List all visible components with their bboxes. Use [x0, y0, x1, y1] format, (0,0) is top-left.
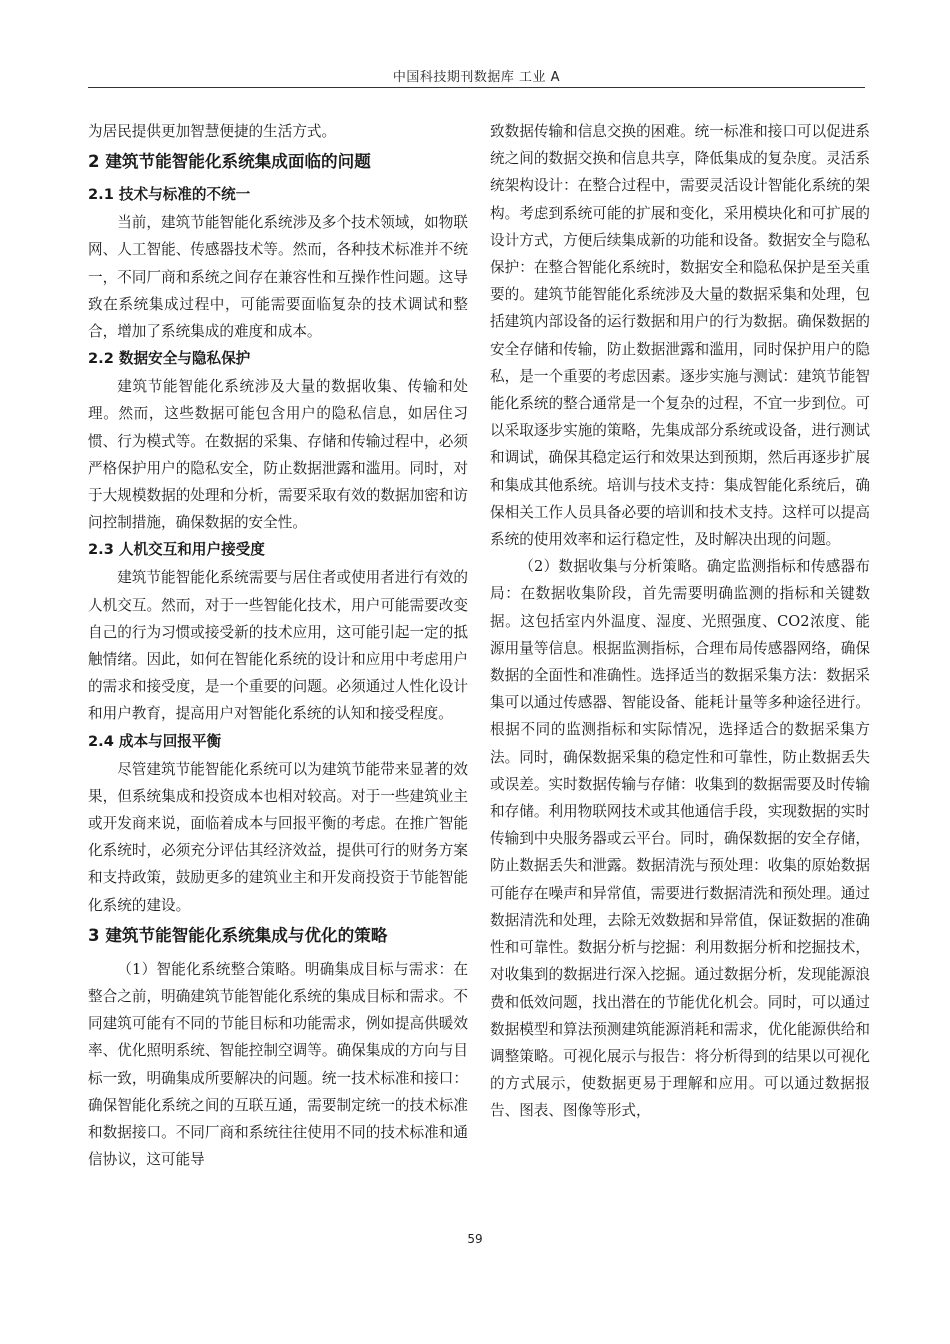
paragraph-2-4: 尽管建筑节能智能化系统可以为建筑节能带来显著的效果，但系统集成和投资成本也相对较高。对于一些建筑业主或开发商来说，面临着成本与回报平衡的考虑。在推广智能化系统时，必须充分评估其经济效益，提供可行的财务方案和支持政策，鼓励更多的建筑业主和开发商投资于节能智能化系统的建设。	[88, 760, 468, 914]
left-column	[88, 118, 468, 1174]
right-column	[490, 118, 870, 1125]
subsection-heading-2-3: 2.3 人机交互和用户接受度	[88, 541, 265, 559]
paragraph-2-2: 建筑节能智能化系统涉及大量的数据收集、传输和处理。然而，这些数据可能包含用户的隐私信息，如居住习惯、行为模式等。在数据的采集、存储和传输过程中，必须严格保护用户的隐私安全，防止数据泄露和滥用。同时，对于大规模数据的处理和分析，需要采取有效的数据加密和访问控制措施，确保数据的安全性。	[88, 378, 468, 532]
running-header: 中国科技期刊数据库 工业 A	[392, 70, 561, 85]
subsection-heading-2-4: 2.4 成本与回报平衡	[88, 732, 222, 750]
paragraph-3-1: （1）智能化系统整合策略。明确集成目标与需求：在整合之前，明确建筑节能智能化系统的集成目标和需求。不同建筑可能有不同的节能目标和功能需求，例如提高供暖效率、优化照明系统、智能控制空调等。确保集成的方向与目标一致，明确集成所要解决的问题。统一技术标准和接口：确保智能化系统之间的互联互通，需要制定统一的技术标准和数据接口。不同厂商和系统往往使用不同的技术标准和通信协议，这可能导	[88, 960, 468, 1169]
page-number: 59	[467, 1232, 483, 1246]
paragraph-2-3: 建筑节能智能化系统需要与居住者或使用者进行有效的人机交互。然而，对于一些智能化技术，用户可能需要改变自己的行为习惯或接受新的技术应用，这可能引起一定的抵触情绪。因此，如何在智能化系统的设计和应用中考虑用户的需求和接受度，是一个重要的问题。必须通过人性化设计和用户教育，提高用户对智能化系统的认知和接受程度。	[88, 569, 468, 723]
section-heading-3: 3 建筑节能智能化系统集成与优化的策略	[88, 925, 388, 945]
subsection-heading-2-2: 2.2 数据安全与隐私保护	[88, 350, 251, 368]
paragraph-continued: 为居民提供更加智慧便捷的生活方式。	[88, 123, 337, 140]
paragraph-3-2: （2）数据收集与分析策略。确定监测指标和传感器布局：在数据收集阶段，首先需要明确监测的指标和关键数据。这包括室内外温度、湿度、光照强度、CO2浓度、能源用量等信息。根据监测指标，合理布局传感器网络，确保数据的全面性和准确性。选择适当的数据采集方法：数据采集可以通过传感器、智能设备、能耗计量等多种途径进行。根据不同的监测指标和实际情况，选择适合的数据采集方法。同时，确保数据采集的稳定性和可靠性，防止数据丢失或误差。实时数据传输与存储：收集到的数据需要及时传输和存储。利用物联网技术或其他通信手段，实现数据的实时传输到中央服务器或云平台。同时，确保数据的安全存储，防止数据丢失和泄露。数据清洗与预处理：收集的原始数据可能存在噪声和异常值，需要进行数据清洗和预处理。通过数据清洗和处理，去除无效数据和异常值，保证数据的准确性和可靠性。数据分析与挖掘：利用数据分析和挖掘技术，对收集到的数据进行深入挖掘。通过数据分析，发现能源浪费和低效问题，找出潜在的节能优化机会。同时，可以通过数据模型和算法预测建筑能源消耗和需求，优化能源供给和调整策略。可视化展示与报告：将分析得到的结果以可视化的方式展示，使数据更易于理解和应用。可以通过数据报告、图表、图像等形式，	[490, 558, 870, 1120]
subsection-heading-2-1: 2.1 技术与标准的不统一	[88, 186, 251, 204]
section-heading-2: 2 建筑节能智能化系统集成面临的问题	[88, 152, 371, 172]
paragraph-3-1-continued: 致数据传输和信息交换的困难。统一标准和接口可以促进系统之间的数据交换和信息共享，降低集成的复杂度。灵活系统架构设计：在整合过程中，需要灵活设计智能化系统的架构。考虑到系统可能的扩展和变化，采用模块化和可扩展的设计方式，方便后续集成新的功能和设备。数据安全与隐私保护：在整合智能化系统时，数据安全和隐私保护是至关重要的。建筑节能智能化系统涉及大量的数据采集和处理，包括建筑内部设备的运行数据和用户的行为数据。确保数据的安全存储和传输，防止数据泄露和滥用，同时保护用户的隐私，是一个重要的考虑因素。逐步实施与测试：建筑节能智能化系统的整合通常是一个复杂的过程，不宜一步到位。可以采取逐步实施的策略，先集成部分系统或设备，进行测试和调试，确保其稳定运行和效果达到预期，然后再逐步扩展和集成其他系统。培训与技术支持：集成智能化系统后，确保相关工作人员具备必要的培训和技术支持。这样可以提高系统的使用效率和运行稳定性，及时解决出现的问题。	[490, 123, 870, 549]
paragraph-2-1: 当前，建筑节能智能化系统涉及多个技术领域，如物联网、人工智能、传感器技术等。然而，各种技术标准并不统一，不同厂商和系统之间存在兼容性和互操作性问题。这导致在系统集成过程中，可能需要面临复杂的技术调试和整合，增加了系统集成的难度和成本。	[88, 214, 468, 341]
header-rule	[88, 87, 865, 88]
